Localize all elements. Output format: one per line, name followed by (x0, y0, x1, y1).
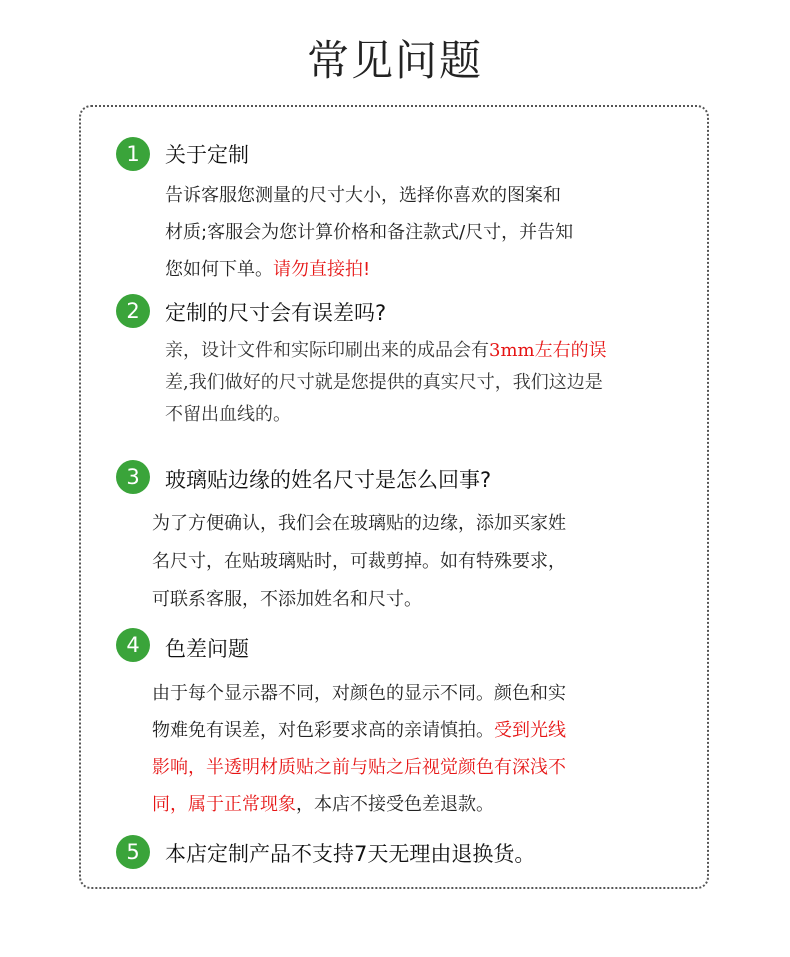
faq-answer-2 (165, 335, 695, 431)
answer-line: 名尺寸，在贴玻璃贴时，可裁剪掉。如有特殊要求， (152, 551, 566, 572)
faq-number-2: 2 (116, 294, 150, 328)
answer-text: ，本店不接受色差退款。 (296, 794, 494, 815)
highlight-text: 受到光线 (494, 720, 566, 741)
answer-line: 告诉客服您测量的尺寸大小，选择你喜欢的图案和 (165, 185, 561, 206)
faq-title-4: 色差问题 (165, 637, 249, 661)
faq-number-4: 4 (116, 628, 150, 662)
answer-text: 您如何下单。 (165, 259, 273, 280)
faq-answer-3 (152, 505, 702, 619)
faq-number-1: 1 (116, 137, 150, 171)
faq-title-1: 关于定制 (165, 143, 249, 167)
answer-line: 影响，半透明材质贴之前与贴之后视觉颜色有深浅不 (152, 757, 566, 778)
faq-title-3: 玻璃贴边缘的姓名尺寸是怎么回事? (165, 468, 492, 492)
answer-line: 可联系客服，不添加姓名和尺寸。 (152, 589, 422, 610)
answer-line: 材质;客服会为您计算价格和备注款式/尺寸，并告知 (165, 222, 574, 243)
answer-line: 为了方便确认，我们会在玻璃贴的边缘，添加买家姓 (152, 513, 566, 534)
faq-answer-4 (152, 675, 702, 823)
answer-text: 亲，设计文件和实际印刷出来的成品会有 (165, 340, 489, 361)
answer-line (152, 786, 702, 823)
answer-line: 由于每个显示器不同，对颜色的显示不同。颜色和实 (152, 683, 566, 704)
answer-line: 不留出血线的。 (165, 404, 291, 425)
faq-title-5: 本店定制产品不支持7天无理由退换货。 (165, 842, 536, 866)
page-title: 常见问题 (306, 36, 483, 85)
answer-line (165, 335, 695, 367)
highlight-text: 3mm左右的误 (489, 340, 607, 361)
answer-line (165, 251, 695, 288)
highlight-text: 同，属于正常现象 (152, 794, 296, 815)
faq-number-3: 3 (116, 460, 150, 494)
faq-number-5: 5 (116, 835, 150, 869)
faq-answer-1 (165, 177, 695, 288)
faq-title-2: 定制的尺寸会有误差吗? (165, 301, 387, 325)
answer-line: 差,我们做好的尺寸就是您提供的真实尺寸，我们这边是 (165, 372, 603, 393)
answer-line (152, 712, 702, 749)
answer-text: 物难免有误差，对色彩要求高的亲请慎拍。 (152, 720, 494, 741)
warning-text: 请勿直接拍! (273, 259, 371, 280)
